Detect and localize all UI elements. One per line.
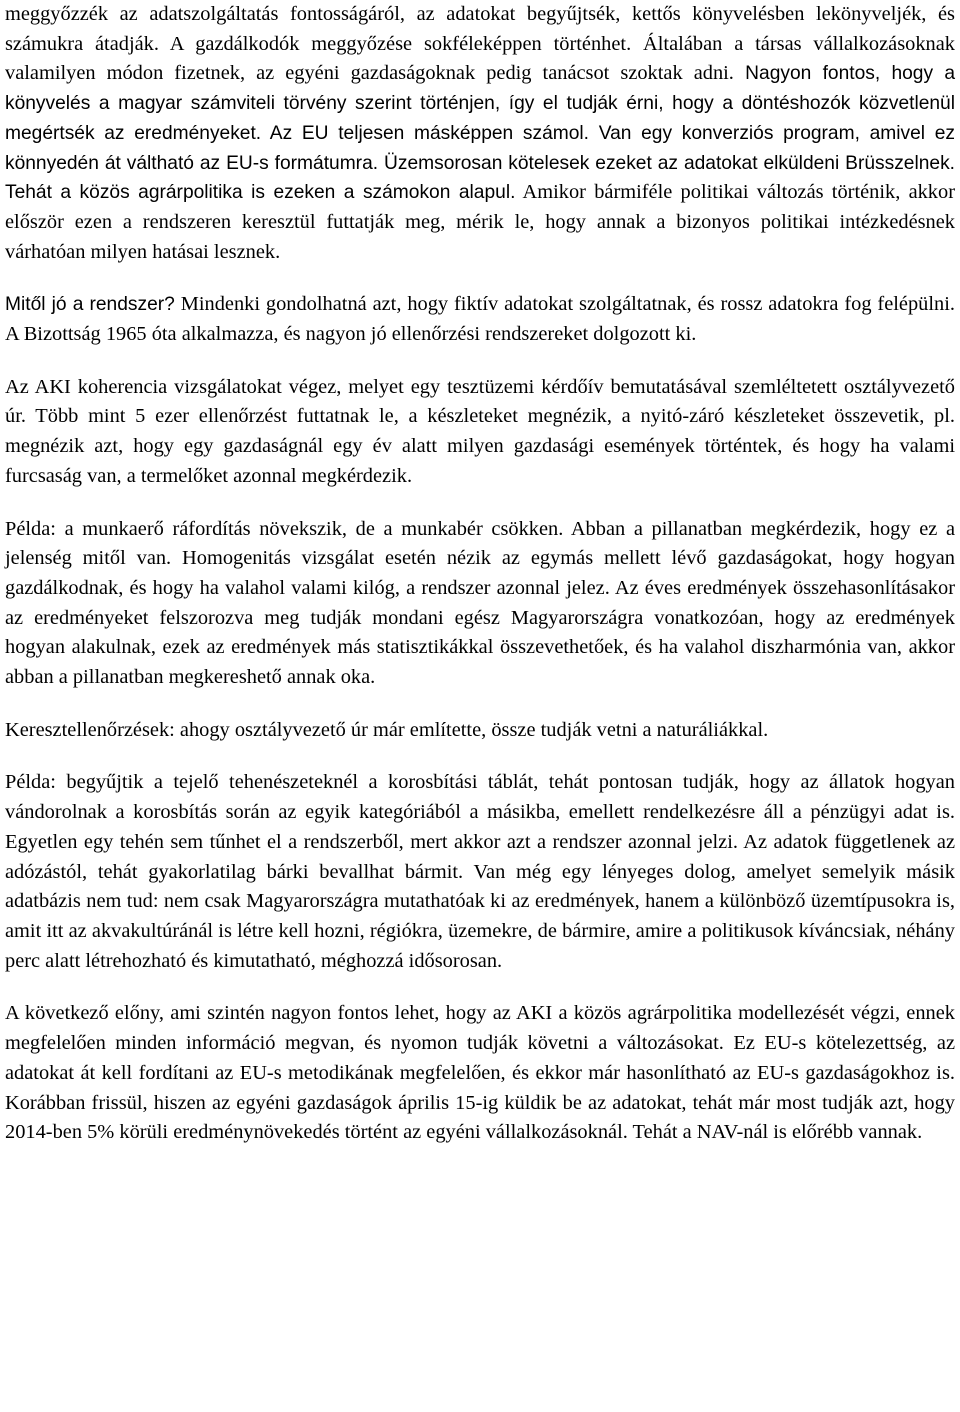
paragraph-4: Példa: a munkaerő ráfordítás növekszik, de a munkabér csökken. Abban a pillanatban megkérdezik, hogy ez a jelenség mitől van. Homogenitás vizsgálat esetén nézik az egymás mellett lévő gazdaságokat, hogy hogyan gazdálkodnak, és hogy ha valahol valami kilóg, a rendszer azonnal jelez. Az éves eredmények összehasonlításakor az eredményeket felszorozva meg tudják mondani egész Magyarországra vonatkozóan, hogy az eredmények hogyan alakulnak, ezek az eredmények más statisztikákkal összevethetőek, és ha valahol diszharmónia van, akkor abban a pillanatban megkereshető annak oka. <box>5 517 955 689</box>
paragraph-1-persuasion: A gazdálkodók meggyőzése sokféleképpen történhet. Általában a társas vállalkozásoknak valamilyen módon fizetnek, az egyéni gazdaságoknak pedig tanácsot szoktak adni. <box>5 32 955 85</box>
paragraph-6: Példa: begyűjtik a tejelő tehenészeteknél a korosbítási táblát, tehát pontosan tudják, hogy az állatok hogyan vándorolnak a korosbítás során az egyik kategóriából a másikba, emellett rendelkezésre áll a pénzügyi adat is. Egyetlen egy tehén sem tűnhet el a rendszerből, mert akkor azt a rendszer azonnal jelzi. Az adatok függetlenek az adózástól, tehát gyakorlatilag bárki bevallhat bármit. Van még egy lényeges dolog, amelyet semelyik másik adatbázis nem tud: nem csak Magyarországra mutathatóak ki az eredmények, hanem a különböző üzemtípusokra is, amit itt az akvakultúránál is létre kell hozni, régiókra, üzemekre, de bármire, amire a politikusok kíváncsiak, néhány perc alatt létrehozható és kimutatható, méghozzá idősorosan. <box>5 771 955 972</box>
document-page <box>5 0 955 1148</box>
paragraph-2-question: Mitől jó a rendszer? <box>5 294 175 316</box>
paragraph-2 <box>5 290 955 349</box>
paragraph-2-answer: Mindenki gondolhatná azt, hogy fiktív adatokat szolgáltatnak, és rossz adatokra fog felépülni. A Bizottság 1965 óta alkalmazza, és nagyon jó ellenőrzési rendszereket dolgozott ki. <box>5 293 955 346</box>
paragraph-1-accounting: Nagyon fontos, hogy a könyvelés a magyar számviteli törvény szerint történjen, így el tudják érni, hogy a döntéshozók közvetlenül megértsék az eredményeket. Az EU teljesen másképpen számol. Van egy konverziós program, amivel ez könnyedén át váltható az EU-s formátumra. Üzemsorosan kötelesek ezeket az adatokat elküldeni Brüsszelnek. Tehát a közös agrárpolitika is ezeken a számokon alapul. <box>5 63 955 204</box>
paragraph-1 <box>5 0 955 267</box>
paragraph-1-policy: Amikor bármiféle politikai változás történik, akkor először ezen a rendszeren keresztül futtatják meg, mérik le, hogy annak a bizonyos politikai intézkedésnek várhatóan milyen hatásai lesznek. <box>5 181 955 263</box>
paragraph-5: Keresztellenőrzések: ahogy osztályvezető úr már említette, össze tudják vetni a naturáliákkal. <box>5 718 769 741</box>
paragraph-1-intro: meggyőzzék az adatszolgáltatás fontosságáról, az adatokat begyűjtsék, kettős könyvelésben lekönyveljék, és számukra átadják. <box>5 3 955 55</box>
paragraph-7: A következő előny, ami szintén nagyon fontos lehet, hogy az AKI a közös agrárpolitika modellezését végzi, ennek megfelelően minden információ megvan, és nyomon tudják követni a változásokat. Ez EU-s kötelezettség, az adatokat át kell fordítani az EU-s metodikának megfelelően, és ekkor már hasonlítható az EU-s gazdaságokhoz is. Korábban frissül, hiszen az egyéni gazdaságok április 15-ig küldik be az adatokat, tehát már most tudják azt, hogy 2014-ben 5% körüli eredménynövekedés történt az egyéni vállalkozásoknál. Tehát a NAV-nál is előrébb vannak. <box>5 1002 955 1144</box>
paragraph-3: Az AKI koherencia vizsgálatokat végez, melyet egy tesztüzemi kérdőív bemutatásával szemléltetett osztályvezető úr. Több mint 5 ezer ellenőrzést futtatnak le, a készleteket megnézik, a nyitó-záró készleteket összevetik, pl. megnézik azt, hogy egy gazdaságnál egy év alatt milyen gazdasági események történtek, és hogy ha valami furcsaság van, a termelőket azonnal megkérdezik. <box>5 375 955 487</box>
